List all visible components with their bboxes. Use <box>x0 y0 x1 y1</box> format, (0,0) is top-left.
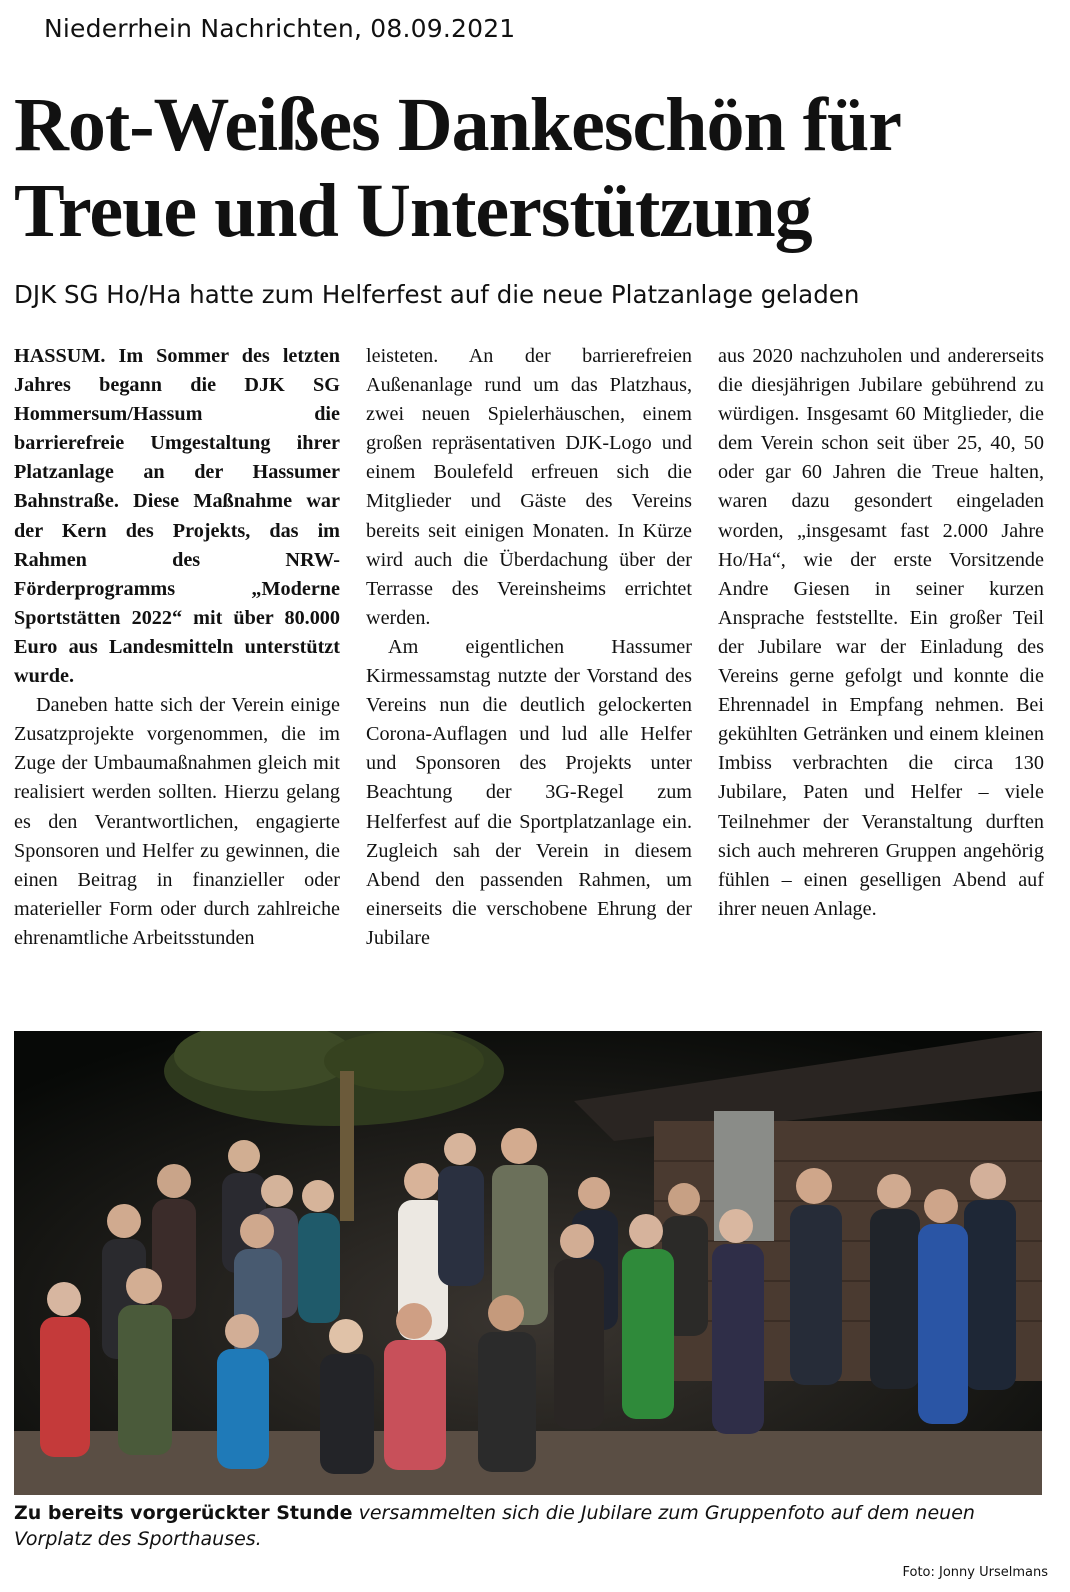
photo-caption <box>14 1500 1044 1552</box>
article-column-3 <box>718 342 1044 953</box>
headline-line-1: Rot-Weißes Dankeschön für <box>14 83 902 167</box>
article-column-2 <box>366 342 692 953</box>
article-lead-paragraph: HASSUM. Im Sommer des letzten Jahres begann die DJK SG Hommersum/Hassum die barrierefreie Umgestaltung ihrer Platzanlage an der Hassumer Bahnstraße. Diese Maßnahme war der Kern des Projekts, das im Rahmen des NRW-Förderprogramms „Moderne Sportstätten 2022“ mit über 80.000 Euro aus Landesmitteln unterstützt wurde. <box>14 345 340 688</box>
group-photo-illustration <box>14 1031 1042 1495</box>
article-paragraph: leisteten. An der barrierefreien Außenanlage rund um das Platzhaus, zwei neuen Spielerhäuschen, einem großen repräsentativen DJK-Logo und einem Boulefeld erfreuen sich die Mitglieder und Gäste des Vereins bereits seit einigen Monaten. In Kürze wird auch die Überdachung über der Terrasse des Vereinsheims errichtet werden. <box>366 345 692 629</box>
article-paragraph: aus 2020 nachzuholen und andererseits die diesjährigen Jubilare gebührend zu würdigen. Insgesamt 60 Mitglieder, die dem Verein schon seit über 25, 40, 50 oder gar 60 Jahren die Treue halten, waren dazu gesondert eingeladen worden, „insgesamt fast 2.000 Jahre Ho/Ha“, wie der erste Vorsitzende Andre Giesen in seiner kurzen Ansprache feststellte. Ein großer Teil der Jubilare war der Einladung des Vereins gerne gefolgt und konnte die Ehrennadel in Empfang nehmen. Bei gekühlten Getränken und einem kleinen Imbiss verbrachten die circa 130 Jubilare, Paten und Helfer – viele Teilnehmer der Veranstaltung durften sich auch mehreren Gruppen angehörig fühlen – einen geselligen Abend auf ihrer neuen Anlage. <box>718 345 1044 920</box>
photo-caption-lead: Zu bereits vorgerückter Stunde <box>14 1502 353 1524</box>
article-headline <box>14 82 1054 254</box>
group-photo <box>14 1031 1042 1495</box>
newspaper-source-line: Niederrhein Nachrichten, 08.09.2021 <box>44 14 516 43</box>
article-subheadline: DJK SG Ho/Ha hatte zum Helferfest auf die neue Platzanlage geladen <box>14 280 860 309</box>
photo-caption-text: versammelten sich die Jubilare zum Gruppenfoto auf dem neuen Vorplatz des Sporthauses. <box>14 1502 975 1550</box>
article-paragraph: Daneben hatte sich der Verein einige Zusatzprojekte vorgenommen, die im Zuge der Umbaumaßnahmen gleich mit realisiert werden sollten. Hierzu gelang es den Verantwortlichen, engagierte Sponsoren und Helfer zu gewinnen, die einen Beitrag in finanzieller oder materieller Form oder durch zahlreiche ehrenamtliche Arbeitsstunden <box>14 694 340 949</box>
headline-line-2: Treue und Unterstützung <box>14 169 812 253</box>
article-body <box>14 342 1044 953</box>
article-paragraph: Am eigentlichen Hassumer Kirmessamstag nutzte der Vorstand des Vereins nun die deutlich gelockerten Corona-Auflagen und lud alle Helfer und Sponsoren des Projekts unter Beachtung der 3G-Regel zum Helferfest auf die Sportplatzanlage ein. Zugleich sah der Verein in diesem Abend den passenden Rahmen, um einerseits die verschobene Ehrung der Jubilare <box>366 635 692 949</box>
article-column-1 <box>14 342 340 953</box>
photo-credit: Foto: Jonny Urselmans <box>902 1565 1048 1580</box>
